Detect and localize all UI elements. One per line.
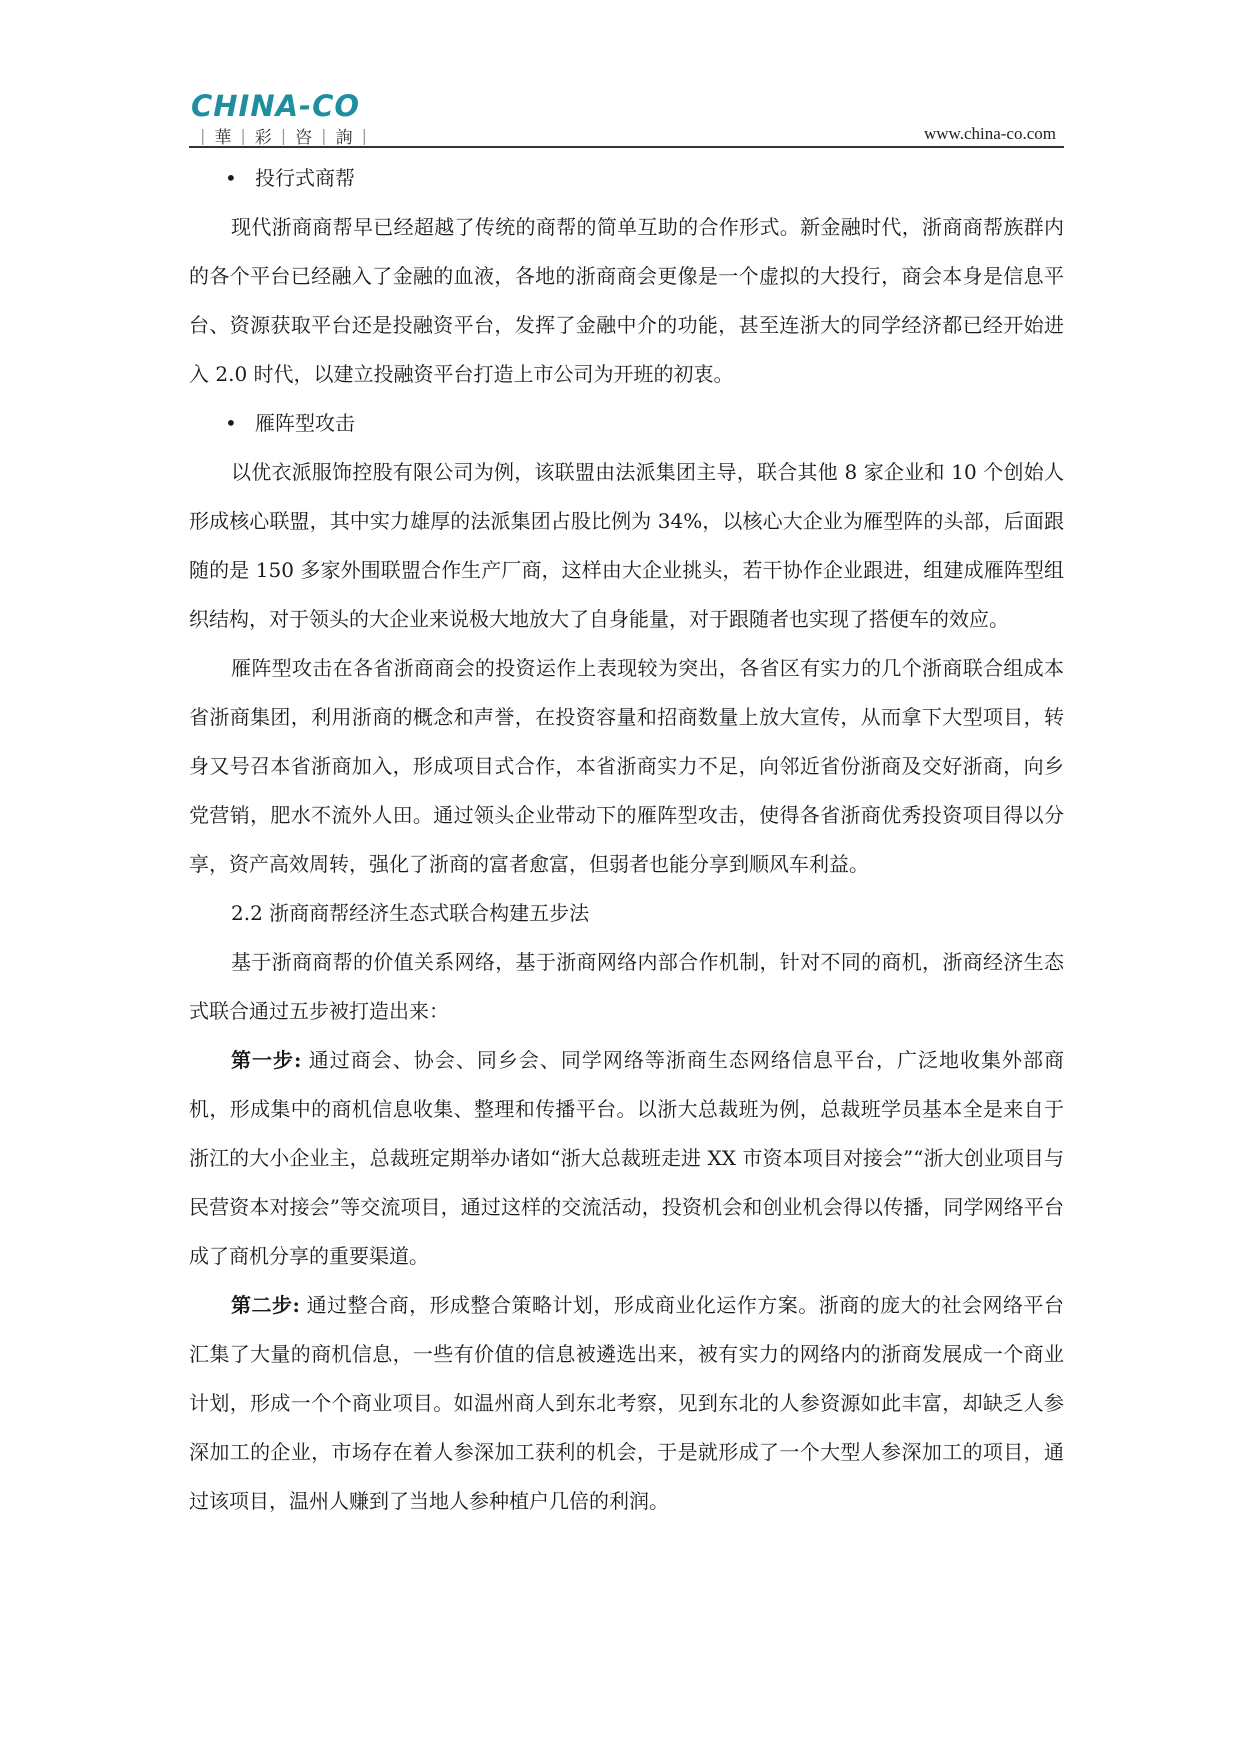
paragraph: 雁阵型攻击在各省浙商商会的投资运作上表现较为突出，各省区有实力的几个浙商联合组成本省浙商集团，利用浙商的概念和声誉，在投资容量和招商数量上放大宣传，从而拿下大型项目，转身又号召本省浙商加入，形成项目式合作，本省浙商实力不足，向邻近省份浙商及交好浙商，向乡党营销，肥水不流外人田。通过领头企业带动下的雁阵型攻击，使得各省浙商优秀投资项目得以分享，资产高效周转，强化了浙商的富者愈富，但弱者也能分享到顺风车利益。 (189, 656, 1064, 876)
logo-char: 詢 (335, 127, 353, 148)
step-text: 通过整合商，形成整合策略计划，形成商业化运作方案。浙商的庞大的社会网络平台汇集了大量的商机信息，一些有价值的信息被遴选出来，被有实力的网络内的浙商发展成一个商业计划，形成一个个商业项目。如温州商人到东北考察，见到东北的人参资源如此丰富，却缺乏人参深加工的企业，市场存在着人参深加工获利的机会，于是就形成了一个大型人参深加工的项目，通过该项目，温州人赚到了当地人参种植户几倍的利润。 (189, 1293, 1064, 1513)
bullet-heading (189, 154, 1064, 203)
bullet-heading-text: 投行式商帮 (255, 166, 355, 190)
bullet-heading-text: 雁阵型攻击 (255, 411, 355, 435)
logo-char: 彩 (254, 127, 272, 148)
step-text: 通过商会、协会、同乡会、同学网络等浙商生态网络信息平台，广泛地收集外部商机，形成集中的商机信息收集、整理和传播平台。以浙大总裁班为例，总裁班学员基本全是来自于浙江的大小企业主，总裁班定期举办诸如“浙大总裁班走进 XX 市资本项目对接会”“浙大创业项目与民营资本对接会”等交流项目，通过这样的交流活动，投资机会和创业机会得以传播，同学网络平台成了商机分享的重要渠道。 (189, 1048, 1064, 1268)
bullet-dot-icon: • (225, 166, 237, 190)
website-url: www.china-co.com (923, 124, 1056, 143)
company-logo: CHINA-CO (191, 89, 361, 123)
page-header (189, 84, 1064, 148)
bullet-heading (189, 399, 1064, 448)
paragraph: 基于浙商商帮的价值关系网络，基于浙商网络内部合作机制，针对不同的商机，浙商经济生态式联合通过五步被打造出来： (189, 950, 1064, 1023)
logo-char: 咨 (295, 127, 313, 148)
step-label: 第二步: (231, 1293, 300, 1317)
step-paragraph (189, 1036, 1064, 1281)
step-paragraph (189, 1281, 1064, 1526)
header-divider (189, 146, 1064, 148)
section-heading: 2.2 浙商商帮经济生态式联合构建五步法 (231, 901, 590, 925)
paragraph: 以优衣派服饰控股有限公司为例，该联盟由法派集团主导，联合其他 8 家企业和 10 个创始人形成核心联盟，其中实力雄厚的法派集团占股比例为 34%，以核心大企业为雁型阵的头部，后面跟随的是 150 多家外围联盟合作生产厂商，这样由大企业挑头，若干协作企业跟进，组建成雁阵型组织结构，对于领头的大企业来说极大地放大了自身能量，对于跟随者也实现了搭便车的效应。 (189, 460, 1064, 631)
bullet-dot-icon: • (225, 411, 237, 435)
logo-chinese-text: | 華 | 彩 | 咨 | 詢 | (191, 124, 376, 146)
paragraph: 现代浙商商帮早已经超越了传统的商帮的简单互助的合作形式。新金融时代，浙商商帮族群内的各个平台已经融入了金融的血液，各地的浙商商会更像是一个虚拟的大投行，商会本身是信息平台、资源获取平台还是投融资平台，发挥了金融中介的功能，甚至连浙大的同学经济都已经开始进入 2.0 时代，以建立投融资平台打造上市公司为开班的初衷。 (189, 215, 1064, 386)
step-label: 第一步: (231, 1048, 302, 1072)
logo-char: 華 (214, 127, 232, 148)
document-body (189, 154, 1064, 1526)
